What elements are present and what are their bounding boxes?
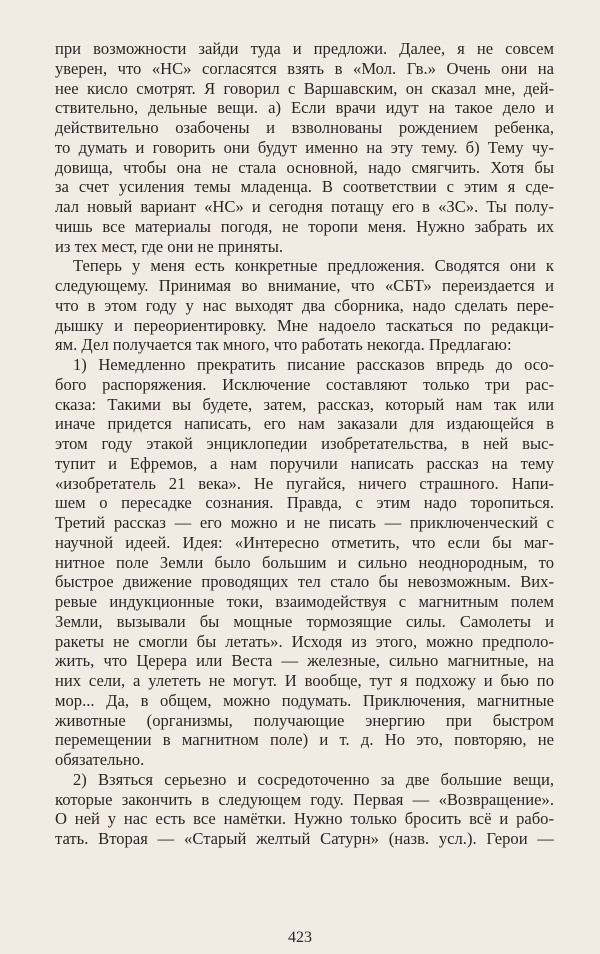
page-number: 423 bbox=[288, 929, 312, 946]
paragraph bbox=[55, 256, 554, 355]
text-line: 2) Взяться серьезно и сосредоточенно за две большие вещи, bbox=[73, 769, 554, 789]
text-line: сказа: Такими вы будете, затем, рассказ, который нам так или bbox=[55, 394, 554, 414]
text-line: дышку и переориентировку. Мне надоело таскаться по редакци- bbox=[55, 315, 554, 335]
text-line: при возможности зайди туда и предложи. Далее, я не совсем bbox=[55, 39, 554, 58]
text-line: за счет усиления темы младенца. В соответствии с этим я сде- bbox=[55, 177, 554, 197]
text-line: нитное поле Земли было большим и сильно неоднородным, то bbox=[55, 552, 554, 572]
book-page-text bbox=[55, 39, 554, 849]
text-line: следующему. Принимая во внимание, что «СБТ» переиздается и bbox=[55, 276, 554, 295]
text-line: ракеты не смогли бы летать». Исходя из этого, можно предполо- bbox=[55, 631, 554, 651]
text-line: жить, что Церера или Веста — железные, сильно магнитные, на bbox=[55, 651, 554, 671]
text-line: нее кисло смотрят. Я говорил с Варшавским, он сказал мне, дей- bbox=[55, 78, 554, 98]
text-line: перемещении в магнитном поле) и т. д. Но это, повторяю, не bbox=[55, 730, 554, 750]
paragraph bbox=[55, 355, 554, 770]
text-line: мор... Да, в общем, можно подумать. Приключения, магнитные bbox=[55, 690, 554, 710]
text-line: шем о пересадке сознания. Правда, с этим надо торопиться. bbox=[55, 493, 554, 513]
text-line: них сели, а улететь не могут. И вообще, тут я подхожу и бью по bbox=[55, 671, 554, 690]
text-line: животные (организмы, получающие энергию при быстром bbox=[55, 710, 554, 730]
text-line: «изобретатель 21 века». Не пугайся, ничего страшного. Напи- bbox=[55, 473, 554, 493]
text-line: ям. Дел получается так много, что работать некогда. Предлагаю: bbox=[55, 335, 512, 355]
text-line: чишь все материалы погодя, не торопи меня. Нужно забрать их bbox=[55, 216, 554, 236]
text-line: что в этом году у нас выходят два сборника, надо сделать пере- bbox=[55, 295, 554, 315]
text-line: Третий рассказ — его можно и не писать — приключенческий с bbox=[55, 513, 554, 532]
text-line: ствительно, дельные вещи. а) Если врачи идут на такое дело и bbox=[55, 98, 554, 118]
text-line: иначе придется написать, его нам заказали для издающейся в bbox=[55, 414, 554, 434]
text-line: тупит и Ефремов, а нам поручили написать рассказ на тему bbox=[55, 453, 554, 473]
text-line: 1) Немедленно прекратить писание рассказов впредь до осо- bbox=[73, 355, 554, 374]
text-line: обязательно. bbox=[55, 750, 145, 769]
text-line: которые закончить в следующем году. Первая — «Возвращение». bbox=[55, 789, 554, 809]
text-line: Земли, вызывали бы мощные тормозящие силы. Самолеты и bbox=[55, 611, 554, 631]
text-line: этом году этакой энциклопедии изобретательства, в ней выс- bbox=[55, 434, 554, 453]
paragraph bbox=[55, 39, 554, 256]
text-line: действительно озабочены и взволнованы рождением ребенка, bbox=[55, 118, 554, 137]
text-line: быстрое движение проводящих тел стало бы невозможным. Вих- bbox=[55, 572, 554, 592]
text-line: О ней у нас есть все намётки. Нужно только бросить всё и рабо- bbox=[55, 809, 554, 829]
paragraph bbox=[55, 770, 554, 849]
text-line: бого распоряжения. Исключение составляют только три рас- bbox=[55, 374, 554, 394]
text-line: тать. Вторая — «Старый желтый Сатурн» (назв. усл.). Герои — bbox=[55, 829, 554, 848]
text-line: то думать и говорить они будут именно на эту тему. б) Тему чу- bbox=[55, 137, 554, 157]
text-line: научной идеей. Идея: «Интересно отметить, что если бы маг- bbox=[55, 532, 554, 552]
text-line: из тех мест, где они не приняты. bbox=[55, 236, 284, 256]
text-line: лал новый вариант «НС» и сегодня потащу его в «ЗС». Ты полу- bbox=[55, 197, 554, 216]
text-line: Теперь у меня есть конкретные предложения. Сводятся они к bbox=[73, 256, 554, 276]
text-line: ревые индукционные токи, взаимодействуя с магнитным полем bbox=[55, 592, 554, 611]
text-line: довища, чтобы она не стала основной, надо смягчить. Хотя бы bbox=[55, 157, 554, 177]
text-line: уверен, что «НС» согласятся взять в «Мол. Гв.» Очень они на bbox=[55, 58, 554, 78]
